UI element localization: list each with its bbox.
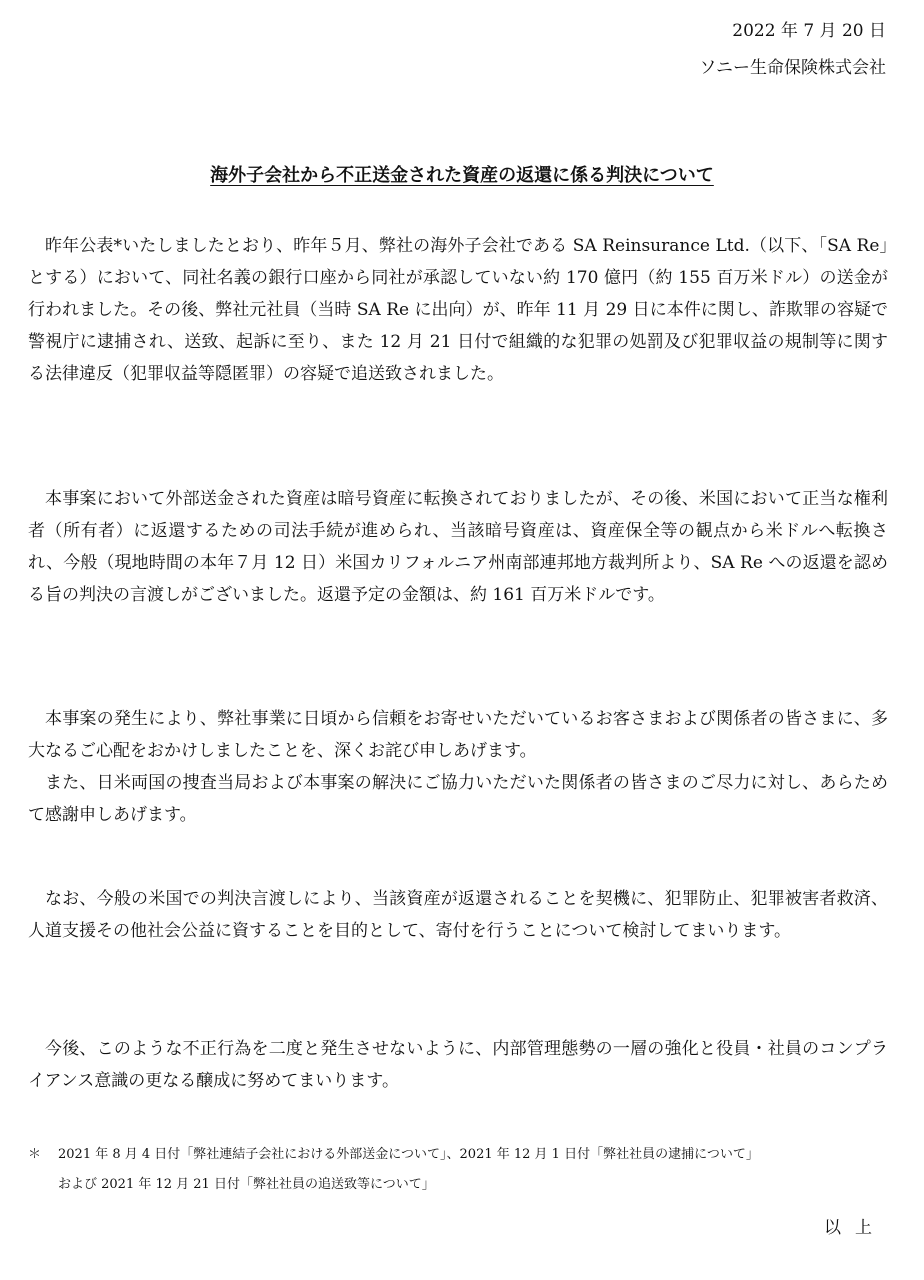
paragraph-donation: なお、今般の米国での判決言渡しにより、当該資産が返還されることを契機に、犯罪防止、犯罪被害者救済、人道支援その他社会公益に資することを目的として、寄付を行うことについて検討してまいります。 — [28, 889, 888, 941]
paragraph-background: 昨年公表*いたしましたとおり、昨年５月、弊社の海外子会社である SA Reinsurance Ltd.（以下、「SA Re」とする）において、同社名義の銀行口座から同社が承認していない約 170 億円（約 155 百万米ドル）の送金が行われました。その後、弊社元社員（当時 SA Re に出向）が、昨年 11 月 29 日に本件に関し、詐欺罪の容疑で警視庁に逮捕され、送致、起訴に至り、また 12 月 21 日付で組織的な犯罪の処罰及び犯罪収益の規制等に関する法律違反（犯罪収益等隠匿罪）の容疑で追送致されました。 — [28, 236, 888, 384]
paragraph-thanks: また、日米両国の捜査当局および本事案の解決にご協力いただいた関係者の皆さまのご尽力に対し、あらためて感謝申しあげます。 — [28, 773, 888, 825]
closing-mark: 以上 — [824, 1218, 886, 1238]
footnote-line-2: および 2021 年 12 月 21 日付「弊社社員の追送致等について」 — [58, 1177, 435, 1192]
paragraph-prevention: 今後、このような不正行為を二度と発生させないように、内部管理態勢の一層の強化と役員・社員のコンプライアンス意識の更なる醸成に努めてまいります。 — [28, 1039, 888, 1091]
footnote — [28, 1140, 898, 1200]
footnote-line-1 — [28, 1140, 898, 1170]
paragraph-apology: 本事案の発生により、弊社事業に日頃から信頼をお寄せいただいているお客さまおよび関係者の皆さまに、多大なるご心配をおかけしましたことを、深くお詫び申しあげます。 — [28, 709, 888, 761]
company-name: ソニー生命保険株式会社 — [699, 58, 886, 78]
footnote-text-1: 2021 年 8 月 4 日付「弊社連結子会社における外部送金について」、2021 年 12 月 1 日付「弊社社員の逮捕について」 — [58, 1147, 759, 1162]
footnote-mark: ＊ — [28, 1147, 42, 1162]
paragraph-judgment: 本事案において外部送金された資産は暗号資産に転換されておりましたが、その後、米国において正当な権利者（所有者）に返還するための司法手続が進められ、当該暗号資産は、資産保全等の観点から米ドルへ転換され、今般（現地時間の本年７月 12 日）米国カリフォルニア州南部連邦地方裁判所より、SA Re への返還を認める旨の判決の言渡しがございました。返還予定の金額は、約 161 百万米ドルです。 — [28, 489, 888, 605]
document-title: 海外子会社から不正送金された資産の返還に係る判決について — [210, 165, 714, 186]
release-date: 2022 年 7 月 20 日 — [732, 21, 886, 41]
